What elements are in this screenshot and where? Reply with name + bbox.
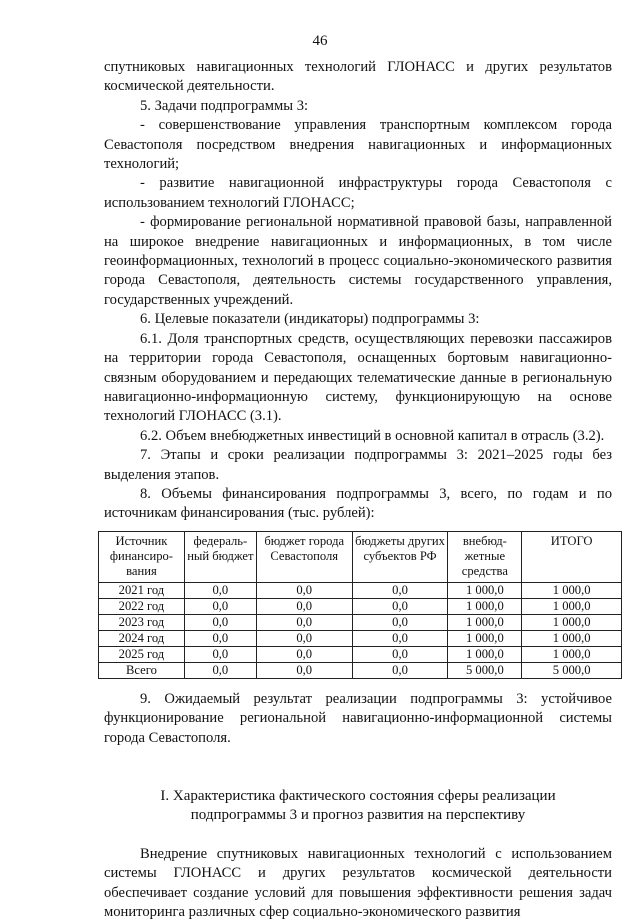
paragraph-stages: 7. Этапы и сроки реализации подпрограммы 3: 2021–2025 годы без выделения этапов. bbox=[104, 447, 612, 483]
table-header-cell: Источник финансиро-вания bbox=[99, 531, 185, 582]
table-cell: Всего bbox=[99, 662, 185, 678]
table-cell: 1 000,0 bbox=[522, 646, 622, 662]
table-cell: 1 000,0 bbox=[522, 614, 622, 630]
table-cell: 0,0 bbox=[352, 630, 448, 646]
section-heading-line: подпрограммы 3 и прогноз развития на перспективу bbox=[190, 807, 526, 824]
paragraph-financing: 8. Объемы финансирования подпрограммы 3, всего, по годам и по источникам финансирования (тыс. рублей): bbox=[104, 485, 612, 522]
paragraph-indicator-1: 6.1. Доля транспортных средств, осуществляющих перевозки пассажиров на территории города Севастополя, оснащенных бортовым навигационно-связным оборудованием и передающих телематические данные в региональную навигационно-информационную систему, функционирующую на основе технологий ГЛОНАСС (3.1). bbox=[104, 330, 612, 425]
table-cell: 2021 год bbox=[99, 582, 185, 598]
page-content bbox=[104, 58, 612, 922]
table-cell: 0,0 bbox=[256, 630, 352, 646]
paragraph-tasks-heading: 5. Задачи подпрограммы 3: bbox=[140, 97, 309, 114]
table-row bbox=[99, 582, 622, 598]
table-cell: 0,0 bbox=[352, 646, 448, 662]
table-cell: 1 000,0 bbox=[522, 598, 622, 614]
table-cell: 0,0 bbox=[352, 598, 448, 614]
table-header-cell: бюджеты других субъектов РФ bbox=[352, 531, 448, 582]
paragraph-continuation: спутниковых навигационных технологий ГЛОНАСС и других результатов космической деятельности. bbox=[104, 59, 612, 95]
table-cell: 2022 год bbox=[99, 598, 185, 614]
table-cell: 1 000,0 bbox=[448, 630, 522, 646]
table-cell: 1 000,0 bbox=[448, 614, 522, 630]
table-row bbox=[99, 598, 622, 614]
table-cell: 0,0 bbox=[352, 582, 448, 598]
paragraph-expected-result: 9. Ожидаемый результат реализации подпрограммы 3: устойчивое функционирование региональной навигационно-информационной системы города Севастополя. bbox=[104, 690, 612, 746]
table-header-row bbox=[99, 531, 622, 582]
table-header-cell: бюджет города Севастополя bbox=[256, 531, 352, 582]
section-paragraph: Внедрение спутниковых навигационных технологий с использованием системы ГЛОНАСС и других результатов космической деятельности обеспечивает создание условий для повышения эффективности решения задач мониторинга различных сфер социально-экономического развития bbox=[104, 845, 612, 920]
paragraph-indicators-heading: 6. Целевые показатели (индикаторы) подпрограммы 3: bbox=[140, 311, 480, 328]
paragraph-task-1: - совершенствование управления транспортным комплексом города Севастополя посредством внедрения навигационных и информационных технологий; bbox=[104, 117, 612, 173]
paragraph-indicator-2: 6.2. Объем внебюджетных инвестиций в основной капитал в отрасль (3.2). bbox=[140, 427, 605, 444]
table-cell: 0,0 bbox=[256, 614, 352, 630]
table-row bbox=[99, 646, 622, 662]
table-cell: 2025 год bbox=[99, 646, 185, 662]
table-cell: 0,0 bbox=[184, 598, 256, 614]
table-cell: 5 000,0 bbox=[522, 662, 622, 678]
section-heading bbox=[104, 787, 612, 826]
table-row bbox=[99, 614, 622, 630]
table-cell: 0,0 bbox=[256, 662, 352, 678]
section-heading-line: I. Характеристика фактического состояния сферы реализации bbox=[160, 787, 556, 804]
table-cell: 1 000,0 bbox=[448, 646, 522, 662]
table-cell: 0,0 bbox=[256, 582, 352, 598]
table-cell: 1 000,0 bbox=[448, 598, 522, 614]
table-cell: 0,0 bbox=[184, 614, 256, 630]
table-cell: 0,0 bbox=[184, 646, 256, 662]
table-row-total bbox=[99, 662, 622, 678]
table-cell: 0,0 bbox=[256, 646, 352, 662]
table-cell: 0,0 bbox=[256, 598, 352, 614]
table-cell: 2024 год bbox=[99, 630, 185, 646]
table-cell: 2023 год bbox=[99, 614, 185, 630]
page-number: 46 bbox=[312, 33, 328, 49]
financing-table bbox=[98, 531, 622, 679]
table-cell: 1 000,0 bbox=[448, 582, 522, 598]
table-cell: 5 000,0 bbox=[448, 662, 522, 678]
table-cell: 0,0 bbox=[352, 662, 448, 678]
paragraph-task-2: - развитие навигационной инфраструктуры города Севастополя с использованием технологий ГЛОНАСС; bbox=[104, 175, 612, 211]
table-header-cell: ИТОГО bbox=[522, 531, 622, 582]
table-cell: 1 000,0 bbox=[522, 630, 622, 646]
table-cell: 0,0 bbox=[352, 614, 448, 630]
paragraph-task-3: - формирование региональной нормативной правовой базы, направленной на широкое внедрение навигационных и информационных, в том числе геоинформационных, технологий в процесс социально-экономического развития города Севастополя, деятельность системы государственного управления, государственных учреждений. bbox=[104, 214, 612, 308]
table-cell: 0,0 bbox=[184, 582, 256, 598]
table-cell: 0,0 bbox=[184, 630, 256, 646]
table-cell: 1 000,0 bbox=[522, 582, 622, 598]
table-cell: 0,0 bbox=[184, 662, 256, 678]
table-header-cell: внебюд-жетные средства bbox=[448, 531, 522, 582]
table-header-cell: федераль-ный бюджет bbox=[184, 531, 256, 582]
table-row bbox=[99, 630, 622, 646]
